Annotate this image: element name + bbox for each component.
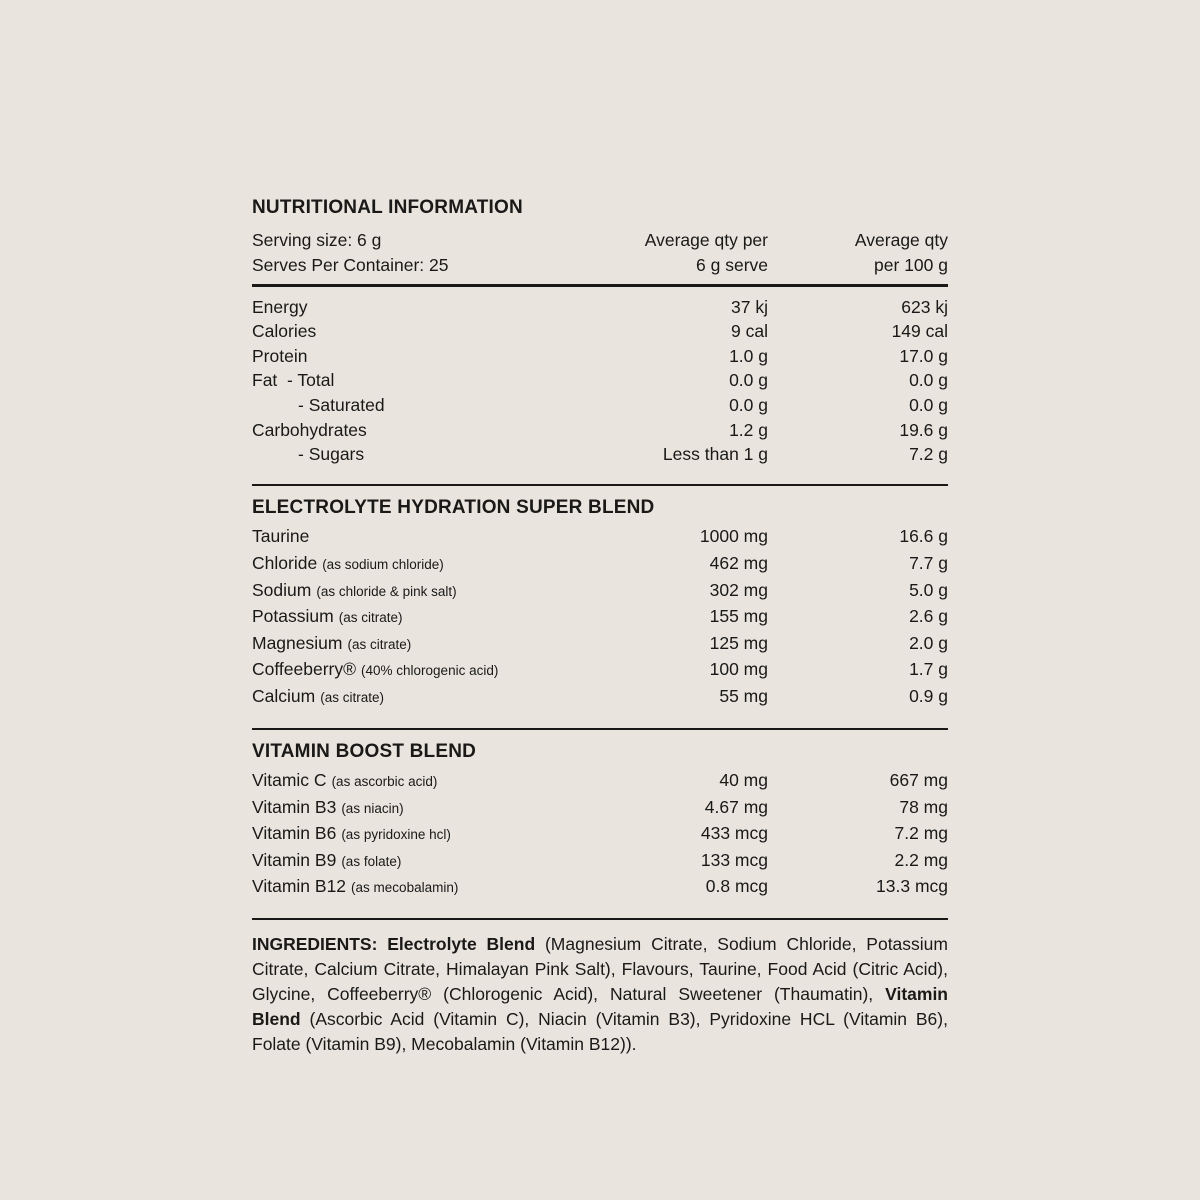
row-label: Calories (252, 321, 317, 342)
row-label: Energy (252, 296, 308, 317)
row-per-100g: 16.6 g (899, 526, 948, 547)
table-row (252, 874, 948, 901)
ingredients-electrolyte-list: (Magnesium Citrate, Sodium Chloride, Potassium Citrate, Calcium Citrate, Himalayan Pink Salt), Flavours, Taurine, Food Acid (Citric Acid), Glycine, Coffeeberry® (Chlorogenic Acid), Natural Sweetener (Thaumatin), (252, 934, 948, 1005)
col-header-per-serve-line2: 6 g serve (696, 254, 768, 275)
row-note: (40% chlorogenic acid) (361, 663, 499, 679)
row-label: Vitamin B6 (252, 823, 337, 844)
row-per-serve: 40 mg (719, 770, 768, 790)
col-header-per-100g-line1: Average qty (854, 230, 948, 250)
row-per-100g: 0.9 g (909, 685, 948, 706)
table-row (252, 657, 948, 684)
row-label: Protein (252, 345, 308, 366)
row-per-serve: 125 mg (709, 632, 768, 653)
row-label: Calcium (252, 685, 316, 706)
row-per-100g: 7.2 mg (894, 823, 948, 844)
table-row (252, 368, 948, 393)
row-label: - Sugars (298, 444, 365, 465)
serving-header (252, 228, 948, 277)
row-note: (as citrate) (320, 689, 384, 705)
row-per-100g: 7.2 g (909, 444, 948, 465)
table-row (252, 551, 948, 578)
row-per-100g: 78 mg (899, 796, 948, 817)
row-per-serve: 1.2 g (729, 419, 768, 440)
table-row (252, 604, 948, 631)
table-row (252, 393, 948, 418)
row-label: Fat - Total (252, 370, 335, 391)
row-per-100g: 667 mg (889, 770, 948, 790)
row-label: Taurine (252, 526, 310, 547)
row-per-serve: 302 mg (709, 579, 768, 600)
nutrition-panel (252, 196, 948, 1056)
row-per-serve: 1000 mg (699, 526, 768, 547)
row-per-serve: 4.67 mg (704, 796, 768, 817)
serves-per-container: Serves Per Container: 25 (252, 254, 449, 275)
row-per-100g: 2.0 g (909, 632, 948, 653)
table-row (252, 344, 948, 369)
row-label: Chloride (252, 552, 318, 573)
ingredients-vitamin-blend-label: Vitamin Blend (252, 984, 948, 1029)
table-row (252, 795, 948, 822)
row-per-100g: 149 cal (891, 321, 948, 342)
row-label: Vitamin B9 (252, 849, 337, 870)
row-label: Magnesium (252, 632, 343, 653)
ingredients-paragraph (252, 932, 948, 1056)
row-per-serve: 0.0 g (729, 395, 768, 416)
table-row (252, 631, 948, 658)
row-per-100g: 17.0 g (899, 345, 948, 366)
row-label: Carbohydrates (252, 419, 367, 440)
row-per-100g: 0.0 g (909, 395, 948, 416)
col-header-per-serve (608, 228, 768, 277)
section-heading-vitamin: VITAMIN BOOST BLEND (252, 741, 477, 762)
row-per-100g: 5.0 g (909, 579, 948, 600)
row-per-100g: 19.6 g (899, 419, 948, 440)
row-per-serve: 155 mg (709, 606, 768, 627)
row-per-100g: 7.7 g (909, 552, 948, 573)
table-row (252, 578, 948, 605)
row-note: (as niacin) (341, 800, 404, 816)
row-label: Vitamin B12 (252, 876, 347, 897)
section-heading-electrolyte: ELECTROLYTE HYDRATION SUPER BLEND (252, 497, 655, 519)
row-per-serve: 55 mg (719, 685, 768, 706)
row-note: (as folate) (341, 853, 402, 869)
table-row (252, 768, 948, 795)
row-per-100g: 0.0 g (909, 370, 948, 391)
serving-info (252, 228, 608, 277)
table-row (252, 848, 948, 875)
table-row (252, 319, 948, 344)
row-label: - Saturated (298, 395, 385, 416)
row-note: (as chloride & pink salt) (316, 583, 457, 599)
row-per-serve: 0.0 g (729, 370, 768, 391)
row-per-serve: 462 mg (709, 552, 768, 573)
serving-size: Serving size: 6 g (252, 230, 382, 250)
table-row (252, 684, 948, 711)
section-electrolyte-blend (252, 486, 948, 720)
table-row (252, 524, 948, 551)
table-row (252, 295, 948, 320)
row-per-serve: 133 mcg (700, 849, 768, 870)
row-per-100g: 2.2 mg (894, 849, 948, 870)
row-label: Coffeeberry® (252, 659, 357, 680)
row-label: Potassium (252, 606, 334, 627)
row-per-100g: 2.6 g (909, 606, 948, 627)
row-note: (as pyridoxine hcl) (341, 827, 451, 843)
col-header-per-100g (768, 228, 948, 277)
table-row (252, 442, 948, 467)
row-note: (as citrate) (347, 636, 412, 652)
section-nutrition (252, 287, 948, 477)
row-label: Vitamic C (252, 770, 327, 790)
row-per-serve: 1.0 g (729, 345, 768, 366)
row-per-100g: 1.7 g (909, 659, 948, 680)
table-row (252, 821, 948, 848)
ingredients-lead: INGREDIENTS: Electrolyte Blend (252, 934, 536, 955)
row-label: Vitamin B3 (252, 796, 337, 817)
col-header-per-serve-line1: Average qty per (644, 230, 768, 250)
row-per-serve: 100 mg (709, 659, 768, 680)
row-per-serve: 433 mcg (700, 823, 768, 844)
row-per-serve: 0.8 mcg (705, 876, 768, 897)
row-note: (as citrate) (338, 610, 403, 626)
row-label: Sodium (252, 579, 312, 600)
ingredients-vitamin-list: (Ascorbic Acid (Vitamin C), Niacin (Vitamin B3), Pyridoxine HCL (Vitamin B6), Folate (Vitamin B9), Mecobalamin (Vitamin B12)). (252, 1008, 948, 1054)
row-per-serve: 37 kj (731, 296, 768, 317)
row-note: (as ascorbic acid) (331, 774, 438, 789)
row-note: (as sodium chloride) (322, 556, 444, 572)
row-per-100g: 13.3 mcg (876, 876, 948, 897)
table-row (252, 418, 948, 443)
panel-title: NUTRITIONAL INFORMATION (252, 197, 523, 218)
row-note: (as mecobalamin) (351, 880, 459, 896)
section-vitamin-blend (252, 730, 948, 911)
divider-ingredients (252, 918, 948, 921)
row-per-100g: 623 kj (901, 296, 948, 317)
col-header-per-100g-line2: per 100 g (874, 254, 948, 275)
row-per-serve: Less than 1 g (662, 444, 768, 465)
row-per-serve: 9 cal (731, 321, 768, 342)
